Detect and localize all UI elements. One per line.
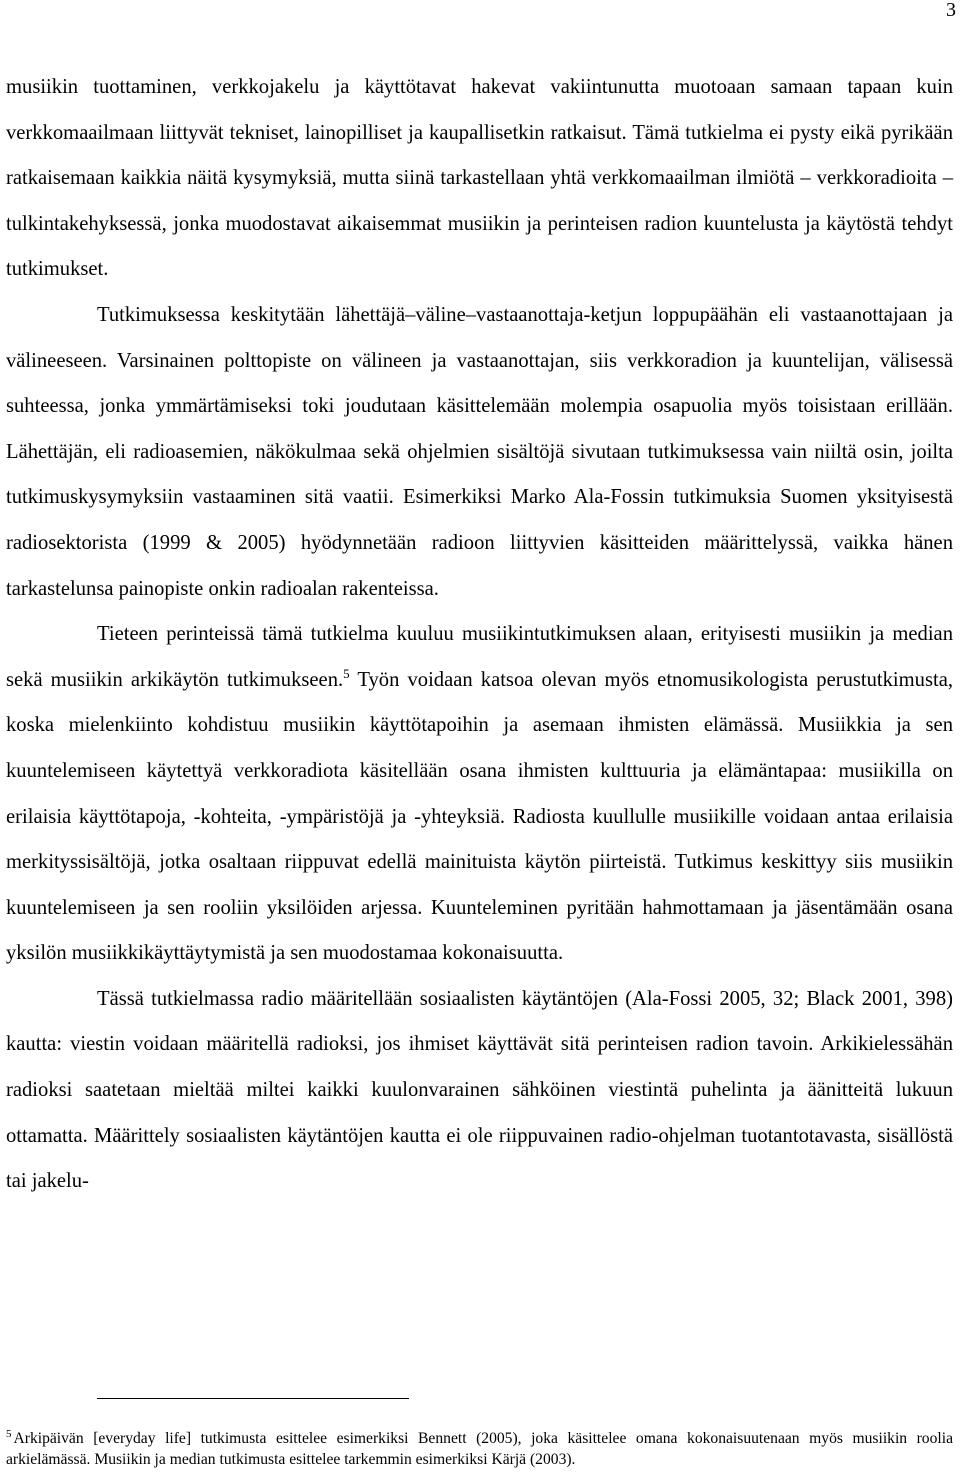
page-number: 3 <box>946 0 956 21</box>
body-text <box>6 65 953 1205</box>
footnote <box>6 1428 953 1470</box>
paragraph-3-part-b: Työn voidaan katsoa olevan myös etnomusikologista perustutkimusta, koska mielenkiinto kohdistuu musiikin käyttötapoihin ja asemaan ihmisten elämässä. Musiikkia ja sen kuuntelemiseen käytettyä verkkoradiota käsitellään osana ihmisten kulttuuria ja elämäntapaa: musiikilla on erilaisia käyttötapoja, -kohteita, -ympäristöjä ja -yhteyksiä. Radiosta kuullulle musiikille voidaan antaa erilaisia merkityssisältöjä, jotka osaltaan riippuvat edellä mainituista käytön piirteistä. Tutkimus keskittyy siis musiikin kuuntelemiseen ja sen rooliin yksilöiden arjessa. Kuunteleminen pyritään hahmottamaan ja jäsentämään osana yksilön musiikkikäyttäytymistä ja sen muodostamaa kokonaisuutta. <box>6 668 953 965</box>
footnote-mark: 5 <box>6 1427 12 1440</box>
paragraph-3-part-a: Tieteen perinteissä tämä tutkielma kuuluu musiikintutkimuksen alaan, erityisesti musiikin ja median sekä musiikin arkikäytön tutkimukseen. <box>6 623 953 691</box>
paragraph-1: musiikin tuottaminen, verkkojakelu ja käyttötavat hakevat vakiintunutta muotoaan samaan tapaan kuin verkkomaailmaan liittyvät tekniset, lainopilliset ja kaupallisetkin ratkaisut. Tämä tutkielma ei pysty eikä pyrikään ratkaisemaan kaikkia näitä kysymyksiä, mutta siinä tarkastellaan yhtä verkkomaailman ilmiötä – verkkoradioita – tulkintakehyksessä, jonka muodostavat aikaisemmat musiikin ja perinteisen radion kuuntelusta ja käytöstä tehdyt tutkimukset. <box>6 76 953 281</box>
paragraph-3 <box>6 612 953 977</box>
paragraph-4: Tässä tutkielmassa radio määritellään sosiaalisten käytäntöjen (Ala-Fossi 2005, 32; Black 2001, 398) kautta: viestin voidaan määritellä radioksi, jos ihmiset käyttävät sitä perinteisen radion tavoin. Arkikielessähän radioksi saatetaan mieltää miltei kaikki kuulonvarainen sähköinen viestintä puhelinta ja äänitteitä lukuun ottamatta. Määrittely sosiaalisten käytäntöjen kautta ei ole riippuvainen radio-ohjelman tuotantotavasta, sisällöstä tai jakelu- <box>6 987 953 1193</box>
paragraph-2: Tutkimuksessa keskitytään lähettäjä–väline–vastaanottaja-ketjun loppupäähän eli vastaanottajaan ja välineeseen. Varsinainen polttopiste on välineen ja vastaanottajan, siis verkkoradion ja kuuntelijan, välisessä suhteessa, jonka ymmärtämiseksi toki joudutaan käsittelemään molempia osapuolia myös toisistaan erillään. Lähettäjän, eli radioasemien, näkökulmaa sekä ohjelmien sisältöjä sivutaan tutkimuksessa vain niiltä osin, joilta tutkimuskysymyksiin vastaaminen sitä vaatii. Esimerkiksi Marko Ala-Fossin tutkimuksia Suomen yksityisestä radiosektorista (1999 & 2005) hyödynnetään radioon liittyvien käsitteiden määrittelyssä, vaikka hänen tarkastelunsa painopiste onkin radioalan rakenteissa. <box>6 303 953 600</box>
footnote-reference: 5 <box>343 665 350 681</box>
footnote-text: Arkipäivän [everyday life] tutkimusta esittelee esimerkiksi Bennett (2005), joka käsittelee omana kokonaisuutenaan myös musiikin roolia arkielämässä. Musiikin ja median tutkimusta esittelee tarkemmin esimerkiksi Kärjä (2003). <box>6 1430 953 1468</box>
footnote-separator <box>97 1398 409 1399</box>
